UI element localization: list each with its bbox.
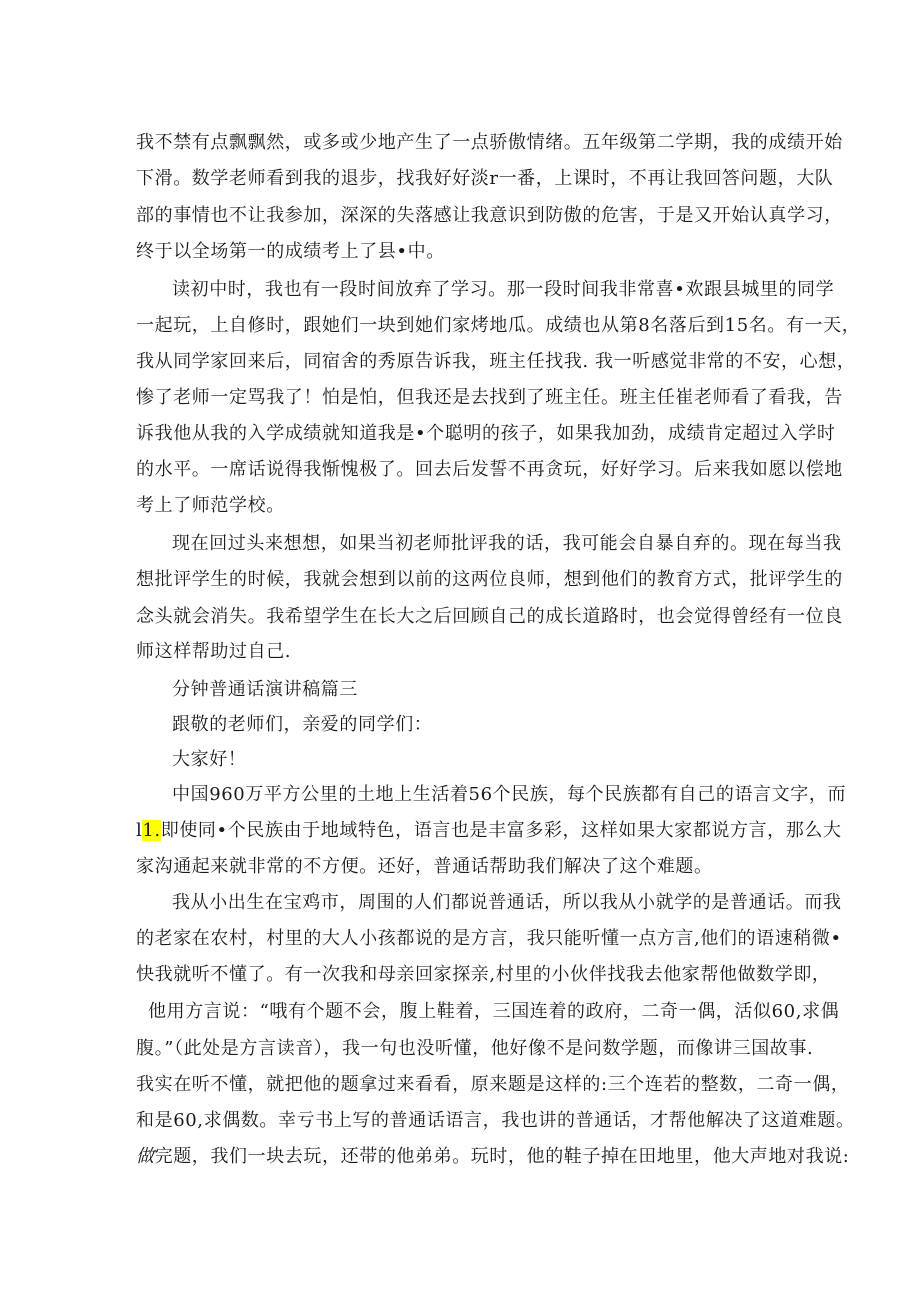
text-line: 师这样帮助过自己. (136, 641, 292, 662)
text-line: 考上了师范学校。 (136, 495, 285, 516)
text-line (136, 819, 842, 843)
text-line: 我从小出生在宝鸡市，周围的人们都说普通话，所以我从小就学的是普通话。而我 (172, 892, 842, 913)
text-line: 腹。”（此处是方言读音），我一句也没听懂，他好像不是问数学题，而像讲三国故事. (136, 1038, 814, 1059)
text-line: 我实在听不懂，就把他的题拿过来看看，原来题是这样的:三个连若的整数，二奇一偶， (136, 1074, 850, 1095)
highlight-prefix: l (136, 820, 143, 841)
highlighted-text: 1. (142, 820, 161, 841)
text-line: 现在回过头来想想，如果当初老师批评我的话，我可能会自暴自弃的。现在每当我 (172, 533, 842, 554)
text-line: 我从同学家回来后，同宿舍的秀原告诉我，班主任找我. 我一听感觉非常的不安，心想， (136, 351, 856, 372)
text-line (136, 1145, 850, 1169)
text-run: 完题，我们一块去玩，还带的他弟弟。玩时，他的鞋子掉在田地里，他大声地对我说: (154, 1146, 850, 1167)
text-run: 即使同•个民族由于地域特色，语言也是丰富多彩，这样如果大家都说方言，那么大 (160, 820, 842, 841)
text-line: 部的事情也不让我参加，深深的失落感让我意识到防傲的危害，于是又开始认真学习， (136, 205, 843, 226)
hello-line: 大家好！ (172, 749, 247, 770)
text-line: 快我就听不懂了。有一次我和母亲回家探亲,村里的小伙伴找我去他家帮他做数学即， (136, 964, 831, 985)
text-line: 家沟通起来就非常的不方便。还好，普通话帮助我们解决了这个难题。 (136, 856, 713, 877)
text-line: 读初中时，我也有一段时间放弃了学习。那一段时间我非常喜•欢跟县城里的同学 (172, 279, 835, 300)
text-line: 一起玩，上自修时，跟她们一块到她们家烤地瓜。成绩也从第8名落后到15名。有一天， (136, 315, 861, 336)
text-line: 中国960万平方公里的土地上生活着56个民族，每个民族都有自己的语言文字，而 (172, 784, 847, 805)
text-line: 想批评学生的时候，我就会想到以前的这两位良师，想到他们的教育方式，批评学生的 (136, 569, 843, 590)
text-line: 的水平。一席话说得我惭愧极了。回去后发誓不再贪玩，好好学习。后来我如愿以偿地 (136, 459, 843, 480)
section-heading: 分钟普通话演讲稿篇三 (172, 679, 358, 700)
italic-text: 做 (136, 1146, 155, 1167)
text-line: 和是60,求偶数。幸亏书上写的普通话语言，我也讲的普通话，才帮他解决了这道难题。 (136, 1110, 855, 1131)
text-line: 的老家在农村，村里的大人小孩都说的是方言，我只能听懂一点方言,他们的语速稍微• (136, 928, 842, 949)
text-line: 我不禁有点飘飘然，或多或少地产生了一点骄傲情绪。五年级第二学期，我的成绩开始 (136, 132, 843, 153)
text-line: 他用方言说：“哦有个题不会，腹上鞋着，三国连着的政府，二奇一偶，活似60,求偶 (148, 1001, 840, 1022)
text-line: 诉我他从我的入学成绩就知道我是•个聪明的孩子，如果我加劲，成绩肯定超过入学时 (136, 423, 836, 444)
text-line: 念头就会消失。我希望学生在长大之后回顾自己的成长道路时，也会觉得曾经有一位良 (136, 606, 843, 627)
greeting-line: 跟敬的老师们，亲爱的同学们： (172, 714, 433, 735)
text-line: 终于以全场第一的成绩考上了县•中。 (136, 241, 445, 262)
text-line: 下滑。数学老师看到我的退步，找我好好淡r一番，上课时，不再让我回答问题，大队 (136, 168, 834, 189)
text-line: 惨了老师一定骂我了！怕是怕，但我还是去找到了班主任。班主任崔老师看了看我，告 (136, 387, 843, 408)
